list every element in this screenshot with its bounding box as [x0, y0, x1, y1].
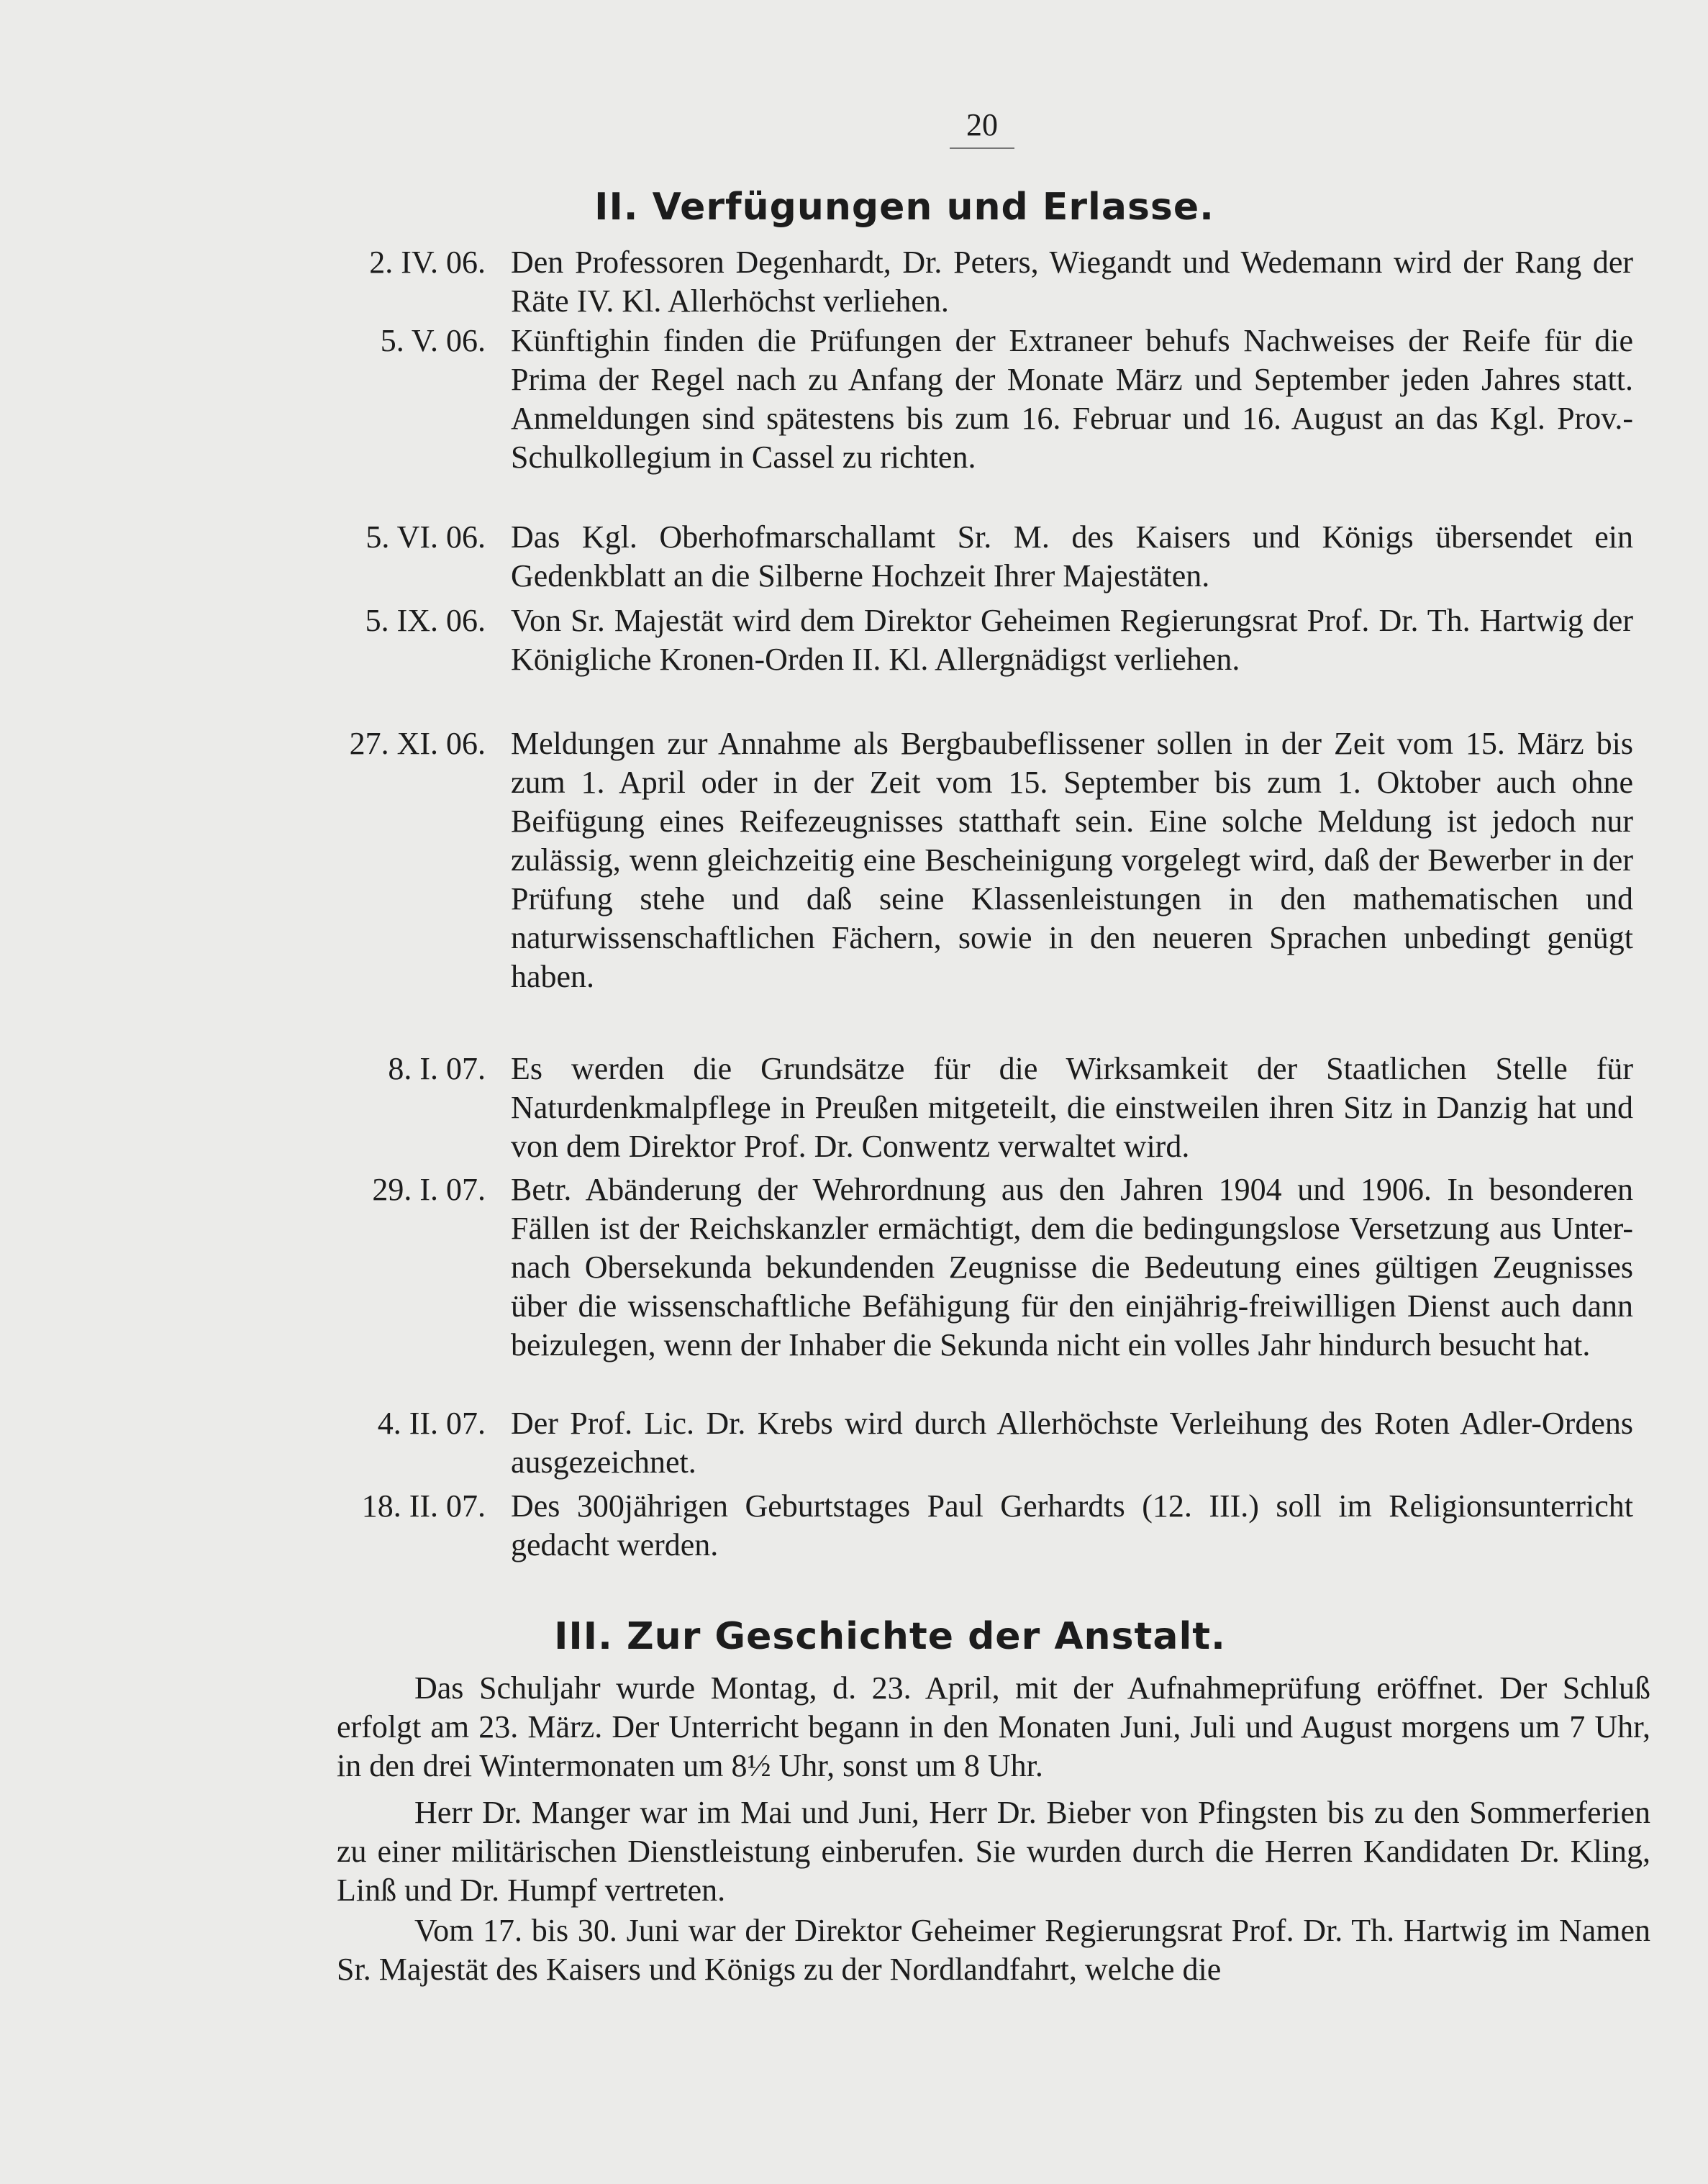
decree-text: Künftighin finden die Prüfungen der Extraneer behufs Nachweises der Reife für die Prima der Regel nach zu Anfang der Monate März und September jeden Jahres statt. Anmeldungen sind spätestens bis zum 16. Februar und 16. August an das Kgl. Prov.-Schulkollegium in Cassel zu richten. — [511, 323, 1633, 475]
decree-entry — [302, 322, 1648, 477]
history-paragraph: Das Schuljahr wurde Montag, d. 23. April, mit der Aufnahmeprüfung eröffnet. Der Schluß erfolgt am 23. März. Der Unterricht begann in den Monaten Juni, Juli und August morgens um 7 Uhr, in den drei Wintermonaten um 8½ Uhr, sonst um 8 Uhr. — [337, 1670, 1650, 1783]
section-heading-verfuegungen: II. Verfügungen und Erlasse. — [594, 186, 1214, 229]
decree-date: 18. II. 07. — [361, 1488, 486, 1524]
page-number: 20 — [950, 106, 1014, 149]
decree-date: 5. V. 06. — [380, 323, 486, 358]
decree-text: Des 300jährigen Geburtstages Paul Gerhardts (12. III.) soll im Religionsunterricht gedacht werden. — [511, 1488, 1633, 1562]
decree-text: Von Sr. Majestät wird dem Direktor Geheimen Regierungsrat Prof. Dr. Th. Hartwig der Königliche Kronen-Orden II. Kl. Allergnädigst verliehen. — [511, 603, 1633, 677]
decree-entry — [302, 1050, 1648, 1166]
decree-entry — [302, 601, 1648, 679]
decree-entry — [302, 1487, 1648, 1565]
decree-entry — [302, 518, 1648, 596]
decree-date: 2. IV. 06. — [369, 245, 486, 280]
section-heading-geschichte: III. Zur Geschichte der Anstalt. — [554, 1615, 1226, 1658]
history-paragraph: Herr Dr. Manger war im Mai und Juni, Herr Dr. Bieber von Pfingsten bis zu den Sommerferien zu einer militärischen Dienstleistung einberufen. Sie wurden durch die Herren Kandidaten Dr. Kling, Linß und Dr. Humpf vertreten. — [337, 1795, 1650, 1908]
decree-date: 8. I. 07. — [388, 1051, 486, 1086]
history-paragraph: Vom 17. bis 30. Juni war der Direktor Geheimer Regierungsrat Prof. Dr. Th. Hartwig im Namen Sr. Majestät des Kaisers und Königs zu der Nordlandfahrt, welche die — [337, 1913, 1650, 1987]
decree-text: Meldungen zur Annahme als Bergbaubeflissener sollen in der Zeit vom 15. März bis zum 1. April oder in der Zeit vom 15. September bis zum 1. Oktober auch ohne Beifügung eines Reifezeugnisses statthaft sein. Eine solche Meldung ist jedoch nur zulässig, wenn gleichzeitig eine Bescheinigung vorgelegt wird, daß der Bewerber in der Prüfung stehe und daß seine Klassenleistungen in den mathematischen und naturwissenschaftlichen Fächern, sowie in den neueren Sprachen unbedingt genügt haben. — [511, 726, 1633, 994]
decree-entry — [302, 1404, 1648, 1482]
decree-date: 5. IX. 06. — [365, 603, 486, 638]
decree-date: 5. VI. 06. — [365, 519, 486, 555]
decree-date: 29. I. 07. — [372, 1172, 486, 1207]
decree-entry — [302, 243, 1648, 321]
decree-date: 27. XI. 06. — [349, 726, 486, 761]
decree-entry — [302, 724, 1648, 996]
decree-text: Das Kgl. Oberhofmarschallamt Sr. M. des Kaisers und Königs übersendet ein Gedenkblatt an die Silberne Hochzeit Ihrer Majestäten. — [511, 519, 1633, 593]
decree-text: Der Prof. Lic. Dr. Krebs wird durch Allerhöchste Verleihung des Roten Adler-Ordens ausgezeichnet. — [511, 1406, 1633, 1480]
decree-entry — [302, 1170, 1648, 1365]
decree-date: 4. II. 07. — [377, 1406, 486, 1441]
decree-text: Den Professoren Degenhardt, Dr. Peters, Wiegandt und Wedemann wird der Rang der Räte IV. Kl. Allerhöchst verliehen. — [511, 245, 1633, 319]
decree-text: Es werden die Grundsätze für die Wirksamkeit der Staatlichen Stelle für Naturdenkmalpflege in Preußen mitgeteilt, die einstweilen ihren Sitz in Danzig hat und von dem Direktor Prof. Dr. Conwentz verwaltet wird. — [511, 1051, 1633, 1164]
decree-text: Betr. Abänderung der Wehrordnung aus den Jahren 1904 und 1906. In besonderen Fällen ist der Reichskanzler ermächtigt, dem die bedingungslose Versetzung aus Unter- nach Obersekunda bekundenden Zeugnisse die Bedeutung eines gültigen Zeugnisses über die wissenschaftliche Befähigung für den einjährig-freiwilligen Dienst auch dann beizulegen, wenn der Inhaber die Sekunda nicht ein volles Jahr hindurch besucht hat. — [511, 1172, 1633, 1362]
